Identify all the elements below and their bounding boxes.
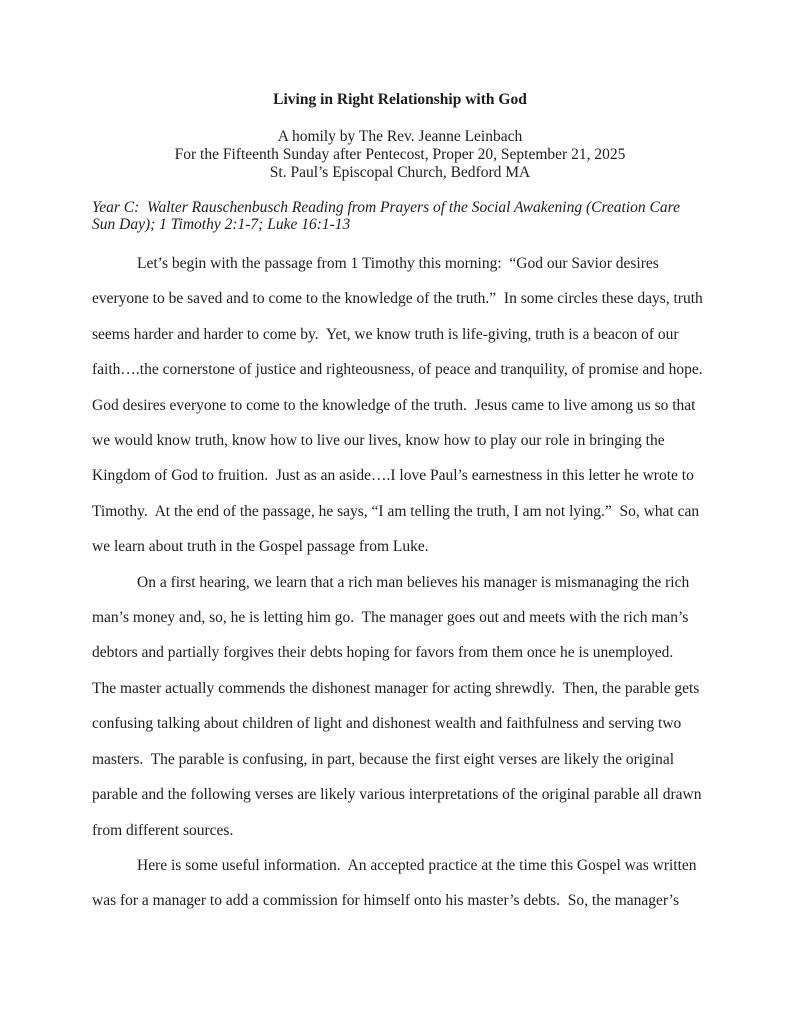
body-line: seems harder and harder to come by. Yet, we know truth is life-giving, truth is a beacon of our: [92, 325, 679, 343]
lectionary-block: [92, 199, 708, 233]
body-line: was for a manager to add a commission for himself onto his master’s debts. So, the manager’s: [92, 892, 680, 910]
body-line: Here is some useful information. An accepted practice at the time this Gospel was written: [137, 856, 697, 874]
byline-church: St. Paul’s Episcopal Church, Bedford MA: [269, 164, 531, 181]
byline-occasion: For the Fifteenth Sunday after Pentecost, Proper 20, September 21, 2025: [174, 146, 626, 163]
body-line: parable and the following verses are likely various interpretations of the original parable all drawn: [92, 786, 702, 804]
document-body: [92, 246, 708, 919]
body-line: On a first hearing, we learn that a rich man believes his manager is mismanaging the rich: [137, 573, 690, 591]
body-line: Kingdom of God to fruition. Just as an aside….I love Paul’s earnestness in this letter he wrote to: [92, 467, 694, 485]
document-title: Living in Right Relationship with God: [273, 91, 527, 108]
body-line: man’s money and, so, he is letting him go. The manager goes out and meets with the rich man’s: [92, 609, 689, 627]
lectionary-line: Sun Day); 1 Timothy 2:1-7; Luke 16:1-13: [92, 216, 351, 233]
body-line: from different sources.: [92, 821, 234, 839]
body-line: everyone to be saved and to come to the knowledge of the truth.” In some circles these days, truth: [92, 290, 703, 308]
body-line: we learn about truth in the Gospel passage from Luke.: [92, 538, 429, 556]
body-line: Timothy. At the end of the passage, he says, “I am telling the truth, I am not lying.” So, what can: [92, 502, 700, 520]
byline-author: A homily by The Rev. Jeanne Leinbach: [277, 128, 523, 145]
byline-block: [92, 128, 708, 182]
body-line: Let’s begin with the passage from 1 Timothy this morning: “God our Savior desires: [137, 255, 659, 272]
body-line: God desires everyone to come to the knowledge of the truth. Jesus came to live among us so that: [92, 396, 696, 414]
body-line: The master actually commends the dishonest manager for acting shrewdly. Then, the parable gets: [92, 679, 700, 697]
body-line: debtors and partially forgives their debts hoping for favors from them once he is unemployed.: [92, 644, 674, 662]
document-content: [92, 91, 708, 919]
lectionary-line: Year C: Walter Rauschenbusch Reading from Prayers of the Social Awakening (Creation Care: [92, 199, 680, 216]
body-line: we would know truth, know how to live our lives, know how to play our role in bringing the: [92, 432, 665, 450]
body-line: confusing talking about children of light and dishonest wealth and faithfulness and serving two: [92, 715, 682, 733]
body-line: masters. The parable is confusing, in part, because the first eight verses are likely the original: [92, 750, 675, 768]
body-line: faith….the cornerstone of justice and righteousness, of peace and tranquility, of promise and hope.: [92, 361, 703, 379]
